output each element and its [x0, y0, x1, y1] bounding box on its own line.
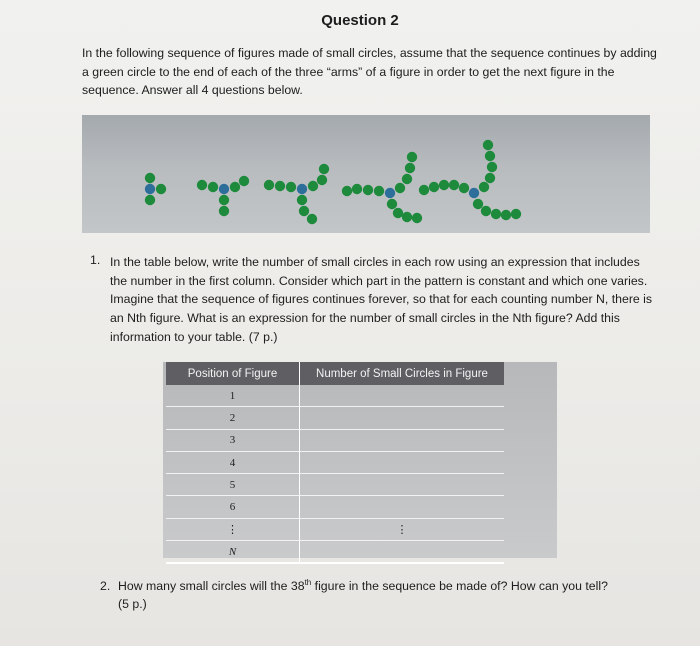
figure-4 [342, 152, 422, 223]
arm-circle-green [459, 183, 469, 193]
center-circle-blue [385, 188, 395, 198]
arm-circle-green [299, 206, 309, 216]
figure-1 [145, 173, 166, 205]
arm-circle-green [275, 181, 285, 191]
center-circle-blue [145, 184, 155, 194]
position-cell: 2 [166, 407, 300, 429]
figure-2 [197, 176, 249, 216]
arm-circle-green [219, 195, 229, 205]
arm-circle-green [473, 199, 483, 209]
arm-circle-green [407, 152, 417, 162]
arm-circle-green [363, 185, 373, 195]
position-cell: ⋮ [166, 518, 300, 540]
circles-cell[interactable] [300, 429, 505, 451]
arm-circle-green [487, 162, 497, 172]
table-row [166, 407, 504, 429]
arm-circle-green [501, 210, 511, 220]
table-row [166, 474, 504, 496]
question-2-superscript: th [304, 578, 312, 587]
answer-table-area [163, 362, 557, 558]
center-circle-blue [469, 188, 479, 198]
position-cell: N [166, 541, 300, 564]
position-cell: 5 [166, 474, 300, 496]
arm-circle-green [197, 180, 207, 190]
table-row [166, 451, 504, 473]
arm-circle-green [485, 173, 495, 183]
position-cell: 1 [166, 385, 300, 407]
arm-circle-green [511, 209, 521, 219]
circles-cell[interactable] [300, 541, 505, 564]
circles-cell[interactable] [300, 385, 505, 407]
circles-cell[interactable] [300, 451, 505, 473]
question-1-number: 1. [90, 253, 101, 267]
table-row [166, 385, 504, 407]
arm-circle-green [387, 199, 397, 209]
table-row [166, 496, 504, 518]
arm-circle-green [402, 212, 412, 222]
question-2-text-before: How many small circles will the 38 [118, 579, 305, 594]
arm-circle-green [485, 151, 495, 161]
circles-cell[interactable] [300, 407, 505, 429]
arm-circle-green [219, 206, 229, 216]
header-number-of-circles: Number of Small Circles in Figure [300, 362, 505, 385]
circles-cell[interactable] [300, 474, 505, 496]
arm-circle-green [208, 182, 218, 192]
arm-circle-green [308, 181, 318, 191]
arm-circle-green [419, 185, 429, 195]
position-cell: 4 [166, 451, 300, 473]
intro-paragraph: In the following sequence of figures made of small circles, assume that the sequence continues by adding a green circle to the end of each of the three “arms” of a figure in order to get the next figure in the sequence. Answer all 4 questions below. [82, 46, 657, 97]
circle-pattern-figures [82, 115, 650, 233]
arm-circle-green [402, 174, 412, 184]
table-row [166, 429, 504, 451]
arm-circle-green [479, 182, 489, 192]
arm-circle-green [449, 180, 459, 190]
arm-circle-green [297, 195, 307, 205]
question-1-text: In the table below, write the number of small circles in each row using an expression that includes the number in the first column. Consider which part in the pattern is constant and which one varies. Imagine that the sequence of figures continues forever, so that for each counting number N, there is an Nth figure. What is an expression for the number of small circles in the Nth figure? Add this information to your table. (7 p.) [110, 255, 653, 344]
arm-circle-green [145, 173, 155, 183]
arm-circle-green [342, 186, 352, 196]
arm-circle-green [412, 213, 422, 223]
arm-circle-green [405, 163, 415, 173]
arm-circle-green [264, 180, 274, 190]
position-cell: 3 [166, 429, 300, 451]
arm-circle-green [317, 175, 327, 185]
arm-circle-green [286, 182, 296, 192]
arm-circle-green [239, 176, 249, 186]
arm-circle-green [429, 182, 439, 192]
position-cell: 6 [166, 496, 300, 518]
sequence-ellipsis: ... [630, 333, 638, 343]
arm-circle-green [374, 186, 384, 196]
question-2-number: 2. [100, 579, 111, 594]
arm-circle-green [491, 209, 501, 219]
arm-circle-green [395, 183, 405, 193]
figure-5 [419, 140, 521, 220]
table-row [166, 541, 504, 564]
header-position: Position of Figure [166, 362, 300, 385]
circles-cell: ⋮ [300, 518, 505, 540]
question-2 [100, 574, 640, 613]
arm-circle-green [481, 206, 491, 216]
circles-cell[interactable] [300, 496, 505, 518]
center-circle-blue [297, 184, 307, 194]
arm-circle-green [156, 184, 166, 194]
arm-circle-green [230, 182, 240, 192]
arm-circle-green [393, 208, 403, 218]
arm-circle-green [483, 140, 493, 150]
question-2-text-after: figure in the sequence be made of? How can you tell? [311, 579, 608, 594]
question-title: Question 2 [321, 12, 399, 29]
center-circle-blue [219, 184, 229, 194]
figure-3 [264, 164, 329, 224]
arm-circle-green [145, 195, 155, 205]
arm-circle-green [352, 184, 362, 194]
arm-circle-green [319, 164, 329, 174]
question-2-points: (5 p.) [118, 597, 147, 612]
arm-circle-green [439, 180, 449, 190]
answer-table [166, 362, 504, 564]
table-row [166, 518, 504, 540]
arm-circle-green [307, 214, 317, 224]
